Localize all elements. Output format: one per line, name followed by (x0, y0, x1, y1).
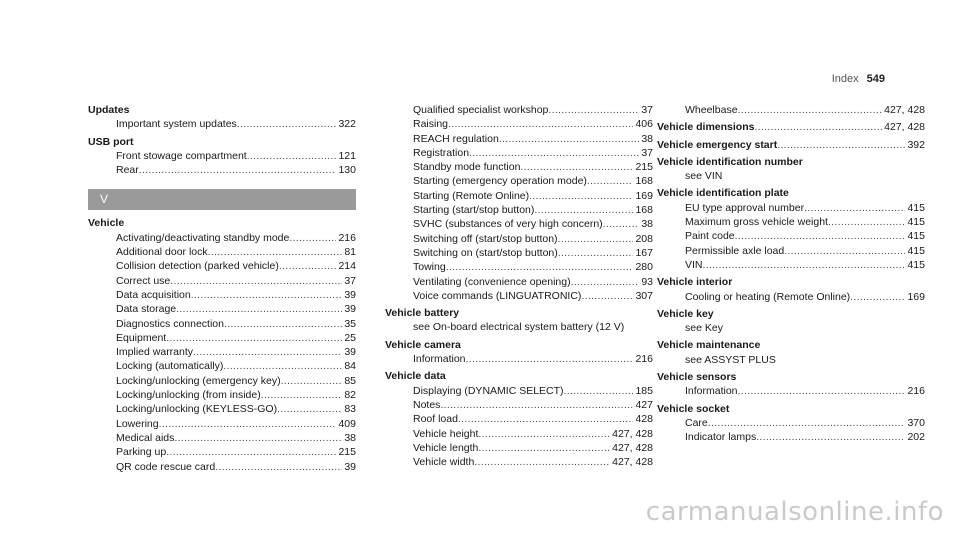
index-subentry[interactable] (657, 416, 925, 430)
page-ref: 169 (635, 189, 653, 202)
index-subentry[interactable] (385, 412, 653, 426)
subentry-text: Registration (413, 146, 470, 159)
index-subentry[interactable] (88, 117, 356, 131)
index-column-1 (88, 103, 356, 474)
index-entry (657, 186, 925, 272)
subentry-text: REACH regulation (413, 132, 499, 145)
dot-leader (738, 384, 906, 398)
subentry-text: Data storage (116, 303, 177, 316)
dot-leader (166, 331, 342, 345)
index-entry (657, 138, 925, 152)
subentry-text: Switching off (start/stop button) (413, 232, 558, 245)
index-subentry[interactable] (385, 427, 653, 441)
subentry-text: QR code rescue card (116, 460, 216, 473)
index-entry-row[interactable] (657, 138, 925, 152)
page-ref: 215 (338, 446, 356, 459)
entry-heading: Updates (88, 104, 130, 116)
dot-leader (529, 189, 633, 203)
subentry-text: Locking/unlocking (from inside) (116, 389, 261, 402)
index-column-2 (385, 103, 653, 469)
subentry-text: Switching on (start/stop button) (413, 246, 558, 259)
cross-reference[interactable]: see VIN (685, 170, 723, 183)
dot-leader (277, 402, 342, 416)
subentry-text: Lowering (116, 417, 159, 430)
index-entry (657, 103, 925, 117)
dot-leader (828, 215, 906, 229)
dot-leader (499, 132, 640, 146)
subentry-text: Front stowage compartment (116, 149, 247, 162)
dot-leader (703, 258, 906, 272)
dot-leader (223, 359, 342, 373)
entry-heading: USB port (88, 135, 134, 148)
subentry-text: Roof load (413, 413, 458, 426)
subentry-text: Permissible axle load (685, 244, 785, 257)
index-subentry[interactable] (657, 201, 925, 215)
page-ref: 25 (344, 331, 356, 344)
page-ref: 39 (344, 460, 356, 473)
page-ref: 415 (907, 230, 925, 243)
subentry-text: Additional door lock (116, 246, 208, 259)
page-header (832, 73, 885, 85)
dot-leader (448, 117, 633, 131)
index-subentry[interactable] (88, 245, 356, 259)
index-subentry[interactable] (88, 259, 356, 273)
index-entry (385, 103, 653, 303)
dot-leader (474, 455, 610, 469)
dot-leader (548, 103, 639, 117)
subentry-text: Towing (413, 261, 446, 274)
dot-leader (159, 417, 337, 431)
index-subentry[interactable] (385, 289, 653, 303)
entry-heading: Vehicle camera (385, 338, 461, 351)
dot-leader (215, 460, 342, 474)
index-entry (657, 307, 925, 336)
page-ref: 280 (635, 261, 653, 274)
dot-leader (166, 445, 336, 459)
index-subentry[interactable] (88, 149, 356, 163)
entry-heading: Vehicle socket (657, 402, 730, 415)
page-ref: 415 (907, 216, 925, 229)
index-subentry[interactable] (88, 388, 356, 402)
index-subentry[interactable] (657, 258, 925, 272)
subentry-text: Ventilating (convenience opening) (413, 275, 571, 288)
dot-leader (247, 149, 337, 163)
index-subentry[interactable] (88, 345, 356, 359)
page-ref: 81 (344, 246, 356, 259)
entry-heading: Vehicle identification plate (657, 187, 789, 200)
index-subentry[interactable] (385, 384, 653, 398)
page-ref: 428 (635, 413, 653, 426)
subentry-text: Starting (Remote Online) (413, 189, 530, 202)
subentry-text: Cooling or heating (Remote Online) (685, 290, 851, 303)
dot-leader (603, 217, 640, 231)
index-subentry[interactable] (88, 163, 356, 177)
page-ref: 130 (338, 164, 356, 177)
subentry-text: Diagnostics connection (116, 317, 224, 330)
page-ref: 370 (907, 416, 925, 429)
index-subentry[interactable] (88, 431, 356, 445)
index-subentry[interactable] (88, 359, 356, 373)
dot-leader (261, 388, 343, 402)
index-subentry[interactable] (88, 374, 356, 388)
subentry-text: Notes (413, 398, 441, 411)
page-ref: 214 (338, 260, 356, 273)
section-title: Index (831, 73, 859, 85)
letter-divider (88, 189, 356, 210)
dot-leader (191, 288, 343, 302)
index-subentry[interactable] (385, 217, 653, 231)
dot-leader (738, 103, 883, 117)
index-subentry[interactable] (385, 232, 653, 246)
index-subentry[interactable] (657, 290, 925, 304)
index-subentry[interactable] (385, 189, 653, 203)
cross-reference[interactable]: see Key (685, 322, 723, 335)
index-subentry[interactable] (88, 274, 356, 288)
index-entry (657, 155, 925, 184)
index-subentry[interactable] (88, 288, 356, 302)
subentry-text: Locking/unlocking (emergency key) (116, 374, 281, 387)
page-ref: 415 (907, 244, 925, 257)
cross-reference[interactable]: see On-board electrical system battery (12 V) (413, 321, 625, 334)
index-entry (657, 338, 925, 367)
dot-leader (237, 117, 337, 131)
index-entry (88, 103, 356, 132)
index-subentry[interactable] (657, 244, 925, 258)
page-ref: 37 (641, 146, 653, 159)
subentry-text: Indicator lamps (685, 431, 757, 444)
index-subentry[interactable] (385, 160, 653, 174)
page-ref: 307 (635, 289, 653, 302)
index-subentry[interactable] (385, 174, 653, 188)
dot-leader (478, 427, 610, 441)
index-entry (385, 306, 653, 335)
index-subentry[interactable] (385, 117, 653, 131)
subentry-text: VIN (685, 258, 703, 271)
dot-leader (735, 229, 906, 243)
dot-leader (224, 317, 342, 331)
dot-leader (208, 245, 343, 259)
index-column-3 (657, 103, 925, 445)
subentry-text: Starting (emergency operation mode) (413, 175, 587, 188)
page-ref: 392 (907, 138, 925, 151)
dot-leader (564, 384, 634, 398)
dot-leader (784, 244, 905, 258)
entry-heading: Vehicle key (657, 307, 714, 320)
index-subentry[interactable] (385, 203, 653, 217)
page-ref: 409 (338, 417, 356, 430)
index-subentry[interactable] (385, 441, 653, 455)
index-entry (657, 402, 925, 445)
page-ref: 37 (641, 104, 653, 116)
dot-leader (571, 275, 640, 289)
dot-leader (850, 290, 905, 304)
dot-leader (558, 246, 634, 260)
subentry-text: Information (413, 353, 466, 366)
index-subentry[interactable] (385, 455, 653, 469)
page-ref: 84 (344, 360, 356, 373)
subentry-text: Vehicle height (413, 427, 479, 440)
index-entry (657, 120, 925, 134)
index-group-v (88, 216, 356, 473)
dot-leader (446, 260, 634, 274)
dot-leader (466, 352, 634, 366)
dot-leader (587, 174, 634, 188)
index-subentry[interactable] (88, 445, 356, 459)
index-subentry[interactable] (88, 331, 356, 345)
entry-heading: Vehicle interior (657, 276, 733, 289)
page-ref: 169 (907, 290, 925, 303)
index-subentry[interactable] (657, 103, 925, 117)
page-ref: 35 (344, 317, 356, 330)
page-ref: 216 (635, 353, 653, 366)
dot-leader (804, 201, 905, 215)
entry-heading: Vehicle (88, 217, 125, 230)
subentry-text: Locking (automatically) (116, 360, 224, 373)
subentry-text: Wheelbase (685, 104, 738, 116)
page-ref: 216 (338, 231, 356, 244)
index-subentry[interactable] (88, 417, 356, 431)
dot-leader (777, 138, 905, 152)
subentry-text: Information (685, 385, 738, 398)
entry-heading: Vehicle sensors (657, 371, 737, 384)
dot-leader (754, 120, 882, 134)
index-subentry[interactable] (385, 352, 653, 366)
subentry-text: Voice commands (LINGUATRONIC) (413, 289, 582, 302)
index-subentry[interactable] (88, 317, 356, 331)
dot-leader (520, 160, 633, 174)
index-entry (657, 275, 925, 304)
subentry-text: Paint code (685, 230, 735, 243)
dot-leader (281, 374, 343, 388)
page-ref: 202 (907, 431, 925, 444)
dot-leader (558, 232, 634, 246)
subentry-text: Parking up (116, 446, 167, 459)
index-entry (657, 370, 925, 399)
index-entry-row[interactable] (657, 120, 925, 134)
entry-heading: Vehicle maintenance (657, 339, 761, 352)
subentry-text: Vehicle length (413, 441, 479, 454)
dot-leader (279, 259, 337, 273)
subentry-text: SVHC (substances of very high concern) (413, 218, 603, 231)
subentry-text: Care (685, 416, 708, 429)
page-ref: 427, 428 (612, 456, 653, 469)
index-subentry[interactable] (657, 229, 925, 243)
page-ref: 93 (641, 275, 653, 288)
subentry-text: Rear (116, 164, 139, 177)
subentry-text: Raising (413, 118, 449, 131)
dot-leader (458, 412, 634, 426)
subentry-text: EU type approval number (685, 201, 805, 214)
subentry-text: Important system updates (116, 118, 237, 131)
page-ref: 185 (635, 384, 653, 397)
entry-heading: Vehicle dimensions (657, 121, 755, 134)
subentry-text: Data acquisition (116, 288, 191, 301)
dot-leader (581, 289, 633, 303)
dot-leader (289, 231, 336, 245)
subentry-text: Vehicle width (413, 456, 475, 469)
dot-leader (193, 345, 342, 359)
subentry-text: Displaying (DYNAMIC SELECT) (413, 384, 564, 397)
index-subentry[interactable] (385, 146, 653, 160)
dot-leader (170, 274, 342, 288)
page-ref: 215 (635, 161, 653, 174)
index-entry (385, 338, 653, 367)
index-subentry[interactable] (88, 402, 356, 416)
subentry-text: Activating/deactivating standby mode (116, 231, 290, 244)
page-ref: 427, 428 (612, 441, 653, 454)
page-ref: 38 (344, 431, 356, 444)
dot-leader (174, 431, 342, 445)
subentry-text: Locking/unlocking (KEYLESS-GO) (116, 403, 278, 416)
page-ref: 415 (907, 258, 925, 271)
page-ref: 216 (907, 385, 925, 398)
letter-label: V (100, 192, 109, 207)
page-ref: 208 (635, 232, 653, 245)
dot-leader (756, 430, 905, 444)
watermark: carmanualsonline.info (645, 497, 944, 527)
page-ref: 427 (635, 398, 653, 411)
entry-heading: Vehicle identification number (657, 155, 803, 168)
index-subentry[interactable] (88, 460, 356, 474)
index-entry (88, 216, 356, 473)
page-ref: 322 (338, 118, 356, 131)
index-subentry[interactable] (385, 275, 653, 289)
page-ref: 37 (344, 274, 356, 287)
page-ref: 38 (641, 132, 653, 145)
entry-heading: Vehicle emergency start (657, 138, 778, 151)
subentry-text: Medical aids (116, 431, 175, 444)
page-ref: 85 (344, 374, 356, 387)
dot-leader (478, 441, 610, 455)
page-ref: 39 (344, 346, 356, 359)
page-ref: 39 (344, 303, 356, 316)
page-ref: 167 (635, 246, 653, 259)
subentry-text: Maximum gross vehicle weight (685, 216, 828, 229)
index-subentry[interactable] (385, 103, 653, 117)
page-ref: 121 (338, 149, 356, 162)
index-subentry[interactable] (657, 215, 925, 229)
index-subentry[interactable] (657, 384, 925, 398)
index-entry (385, 369, 653, 469)
page-ref: 406 (635, 118, 653, 131)
page-ref: 38 (641, 218, 653, 231)
page-ref: 168 (635, 175, 653, 188)
entry-heading: Vehicle data (385, 370, 446, 383)
subentry-text: Collision detection (parked vehicle) (116, 260, 279, 273)
subentry-text: Equipment (116, 331, 167, 344)
index-subentry[interactable] (657, 430, 925, 444)
page-ref: 168 (635, 204, 653, 217)
index-subentry[interactable] (385, 260, 653, 274)
page-ref: 82 (344, 389, 356, 402)
dot-leader (469, 146, 639, 160)
subentry-text: Qualified specialist workshop (413, 104, 549, 116)
page-ref: 39 (344, 288, 356, 301)
index-subentry[interactable] (88, 231, 356, 245)
subentry-text: Standby mode function (413, 161, 521, 174)
index-subentry[interactable] (385, 246, 653, 260)
dot-leader (534, 203, 633, 217)
index-subentry[interactable] (385, 398, 653, 412)
index-subentry[interactable] (385, 132, 653, 146)
dot-leader (708, 416, 906, 430)
page-ref: 415 (907, 201, 925, 214)
page-number: 549 (866, 73, 885, 85)
subentry-text: Starting (start/stop button) (413, 204, 535, 217)
page-ref: 83 (344, 403, 356, 416)
index-subentry[interactable] (88, 302, 356, 316)
dot-leader (176, 302, 342, 316)
dot-leader (440, 398, 633, 412)
page-ref: 427, 428 (884, 121, 925, 134)
page-ref: 427, 428 (884, 104, 925, 116)
dot-leader (139, 163, 337, 177)
page-ref: 427, 428 (612, 427, 653, 440)
subentry-text: Correct use (116, 274, 171, 287)
subentry-text: Implied warranty (116, 346, 194, 359)
index-group-u (88, 103, 356, 177)
entry-heading: Vehicle battery (385, 307, 460, 320)
index-entry (88, 135, 356, 178)
cross-reference[interactable]: see ASSYST PLUS (685, 353, 776, 366)
